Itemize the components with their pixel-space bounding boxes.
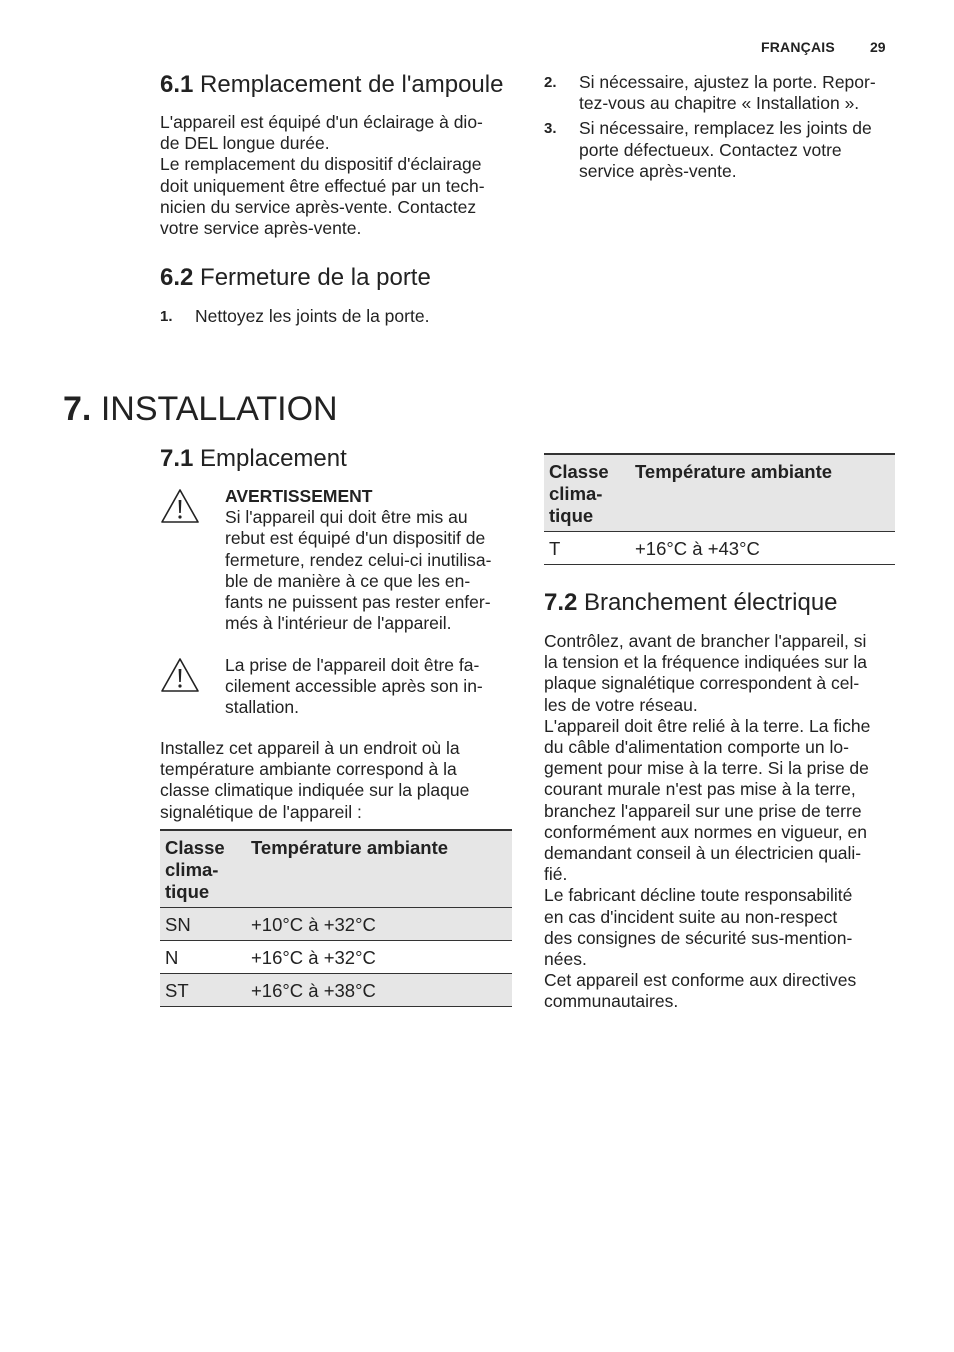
- list-item: [544, 118, 904, 182]
- section-7-2-title: Branchement électrique: [584, 589, 838, 616]
- body-line: nicien du service après-vente. Contactez: [160, 196, 477, 217]
- body-line: demandant conseil à un électricien quali-: [544, 843, 862, 864]
- table-row: [544, 532, 895, 565]
- table-cell: +10°C à +32°C: [246, 908, 512, 941]
- table-cell: +16°C à +32°C: [246, 941, 512, 974]
- step-line: Si nécessaire, remplacez les joints de: [579, 118, 872, 139]
- section-6-2-number: 6.2: [160, 264, 194, 291]
- body-line: les de votre réseau.: [544, 694, 698, 715]
- step-number: 3.: [544, 120, 557, 138]
- warning-block-1: [225, 486, 515, 634]
- step-line: Si nécessaire, ajustez la porte. Repor-: [579, 72, 876, 92]
- section-7-1-heading: [160, 444, 347, 474]
- body-line: votre service après-vente.: [160, 218, 362, 239]
- body-line: classe climatique indiquée sur la plaque: [160, 780, 470, 801]
- section-7-1-number: 7.1: [160, 445, 194, 472]
- body-line: de DEL longue durée.: [160, 133, 330, 154]
- body-line: en cas d'incident suite au non-respect: [544, 906, 838, 927]
- section-7-2-number: 7.2: [544, 589, 578, 616]
- warning-line: Si l'appareil qui doit être mis au: [225, 507, 468, 528]
- section-6-1-heading: [160, 70, 503, 100]
- body-line: nées.: [544, 949, 587, 970]
- table-header-class: Classe clima- tique: [544, 454, 630, 532]
- table-cell: ST: [160, 974, 246, 1007]
- body-line: doit uniquement être effectué par un tech-: [160, 175, 485, 196]
- step-number: 2.: [544, 74, 557, 91]
- warning-block-2: [225, 655, 515, 719]
- table-cell: SN: [160, 908, 246, 941]
- body-line: signalétique de l'appareil :: [160, 801, 362, 822]
- door-steps-list-left: [160, 306, 520, 327]
- section-7-2-body: [544, 631, 904, 1013]
- table-header-temperature: Température ambiante: [630, 454, 895, 532]
- warning-triangle-icon: [160, 488, 200, 524]
- warning-line: stallation.: [225, 697, 299, 718]
- section-6-2-heading: [160, 263, 431, 293]
- installation-intro: [160, 738, 520, 823]
- table-cell: N: [160, 941, 246, 974]
- warning-line: rebut est équipé d'un dispositif de: [225, 528, 486, 549]
- body-line: Le remplacement du dispositif d'éclairage: [160, 154, 482, 175]
- header-language: FRANÇAIS: [761, 39, 835, 55]
- body-line: la tension et la fréquence indiquées sur la: [544, 652, 867, 673]
- body-line: branchez l'appareil sur une prise de terre: [544, 800, 862, 821]
- list-item: [544, 72, 904, 114]
- table-row: [160, 941, 512, 974]
- table-row: [160, 908, 512, 941]
- warning-line: La prise de l'appareil doit être fa-: [225, 655, 480, 675]
- table-row: [160, 974, 512, 1007]
- body-line: du câble d'alimentation comporte un lo-: [544, 737, 849, 758]
- body-line: L'appareil est équipé d'un éclairage à dio-: [160, 112, 483, 132]
- body-line: Le fabricant décline toute responsabilité: [544, 885, 853, 906]
- list-item: [160, 306, 520, 327]
- section-7-1-title: Emplacement: [200, 445, 347, 472]
- body-line: communautaires.: [544, 991, 679, 1012]
- body-line: Installez cet appareil à un endroit où la: [160, 738, 460, 758]
- body-line: gement pour mise à la terre. Si la prise de: [544, 758, 869, 779]
- chapter-heading: [63, 389, 338, 429]
- warning-title: AVERTISSEMENT: [225, 486, 373, 506]
- body-line: plaque signalétique correspondent à cel-: [544, 673, 860, 694]
- page-number: 29: [870, 39, 886, 55]
- table-header-row: [544, 454, 895, 532]
- body-line: des consignes de sécurité sus-mention-: [544, 927, 853, 948]
- section-7-2-heading: [544, 588, 838, 618]
- body-line: courant murale n'est pas mise à la terre,: [544, 779, 856, 800]
- body-line: L'appareil doit être relié à la terre. La fiche: [544, 715, 871, 736]
- section-6-1-title: Remplacement de l'ampoule: [200, 71, 504, 98]
- body-line: conformément aux normes en vigueur, en: [544, 821, 867, 842]
- table-cell: +16°C à +43°C: [630, 532, 895, 565]
- chapter-number: 7.: [63, 390, 92, 428]
- step-number: 1.: [160, 308, 173, 325]
- step-line: Nettoyez les joints de la porte.: [195, 306, 430, 326]
- chapter-title: INSTALLATION: [100, 390, 338, 428]
- table-cell: +16°C à +38°C: [246, 974, 512, 1007]
- table-cell: T: [544, 532, 630, 565]
- body-line: Cet appareil est conforme aux directives: [544, 970, 857, 991]
- body-line: fié.: [544, 864, 568, 885]
- table-header-class: Classe clima- tique: [160, 830, 246, 908]
- body-line: température ambiante correspond à la: [160, 759, 457, 780]
- section-6-1-body: [160, 112, 520, 239]
- warning-line: més à l'intérieur de l'appareil.: [225, 613, 452, 634]
- door-steps-list-right: [544, 72, 904, 182]
- section-6-2-title: Fermeture de la porte: [200, 264, 431, 291]
- warning-line: ble de manière à ce que les en-: [225, 570, 471, 591]
- table-header-row: [160, 830, 512, 908]
- table-header-temperature: Température ambiante: [246, 830, 512, 908]
- warning-line: cilement accessible après son in-: [225, 676, 483, 697]
- section-6-1-number: 6.1: [160, 71, 194, 98]
- body-line: Contrôlez, avant de brancher l'appareil, si: [544, 631, 867, 651]
- step-line: tez-vous au chapitre « Installation ».: [579, 93, 860, 114]
- step-line: porte défectueux. Contactez votre: [579, 139, 842, 160]
- step-line: service après-vente.: [579, 160, 737, 181]
- climate-class-table: [160, 829, 512, 1007]
- climate-class-table-continued: [544, 453, 895, 565]
- warning-line: fermeture, rendez celui-ci inutilisa-: [225, 549, 492, 570]
- warning-line: fants ne puissent pas rester enfer-: [225, 592, 491, 613]
- warning-triangle-icon: [160, 657, 200, 693]
